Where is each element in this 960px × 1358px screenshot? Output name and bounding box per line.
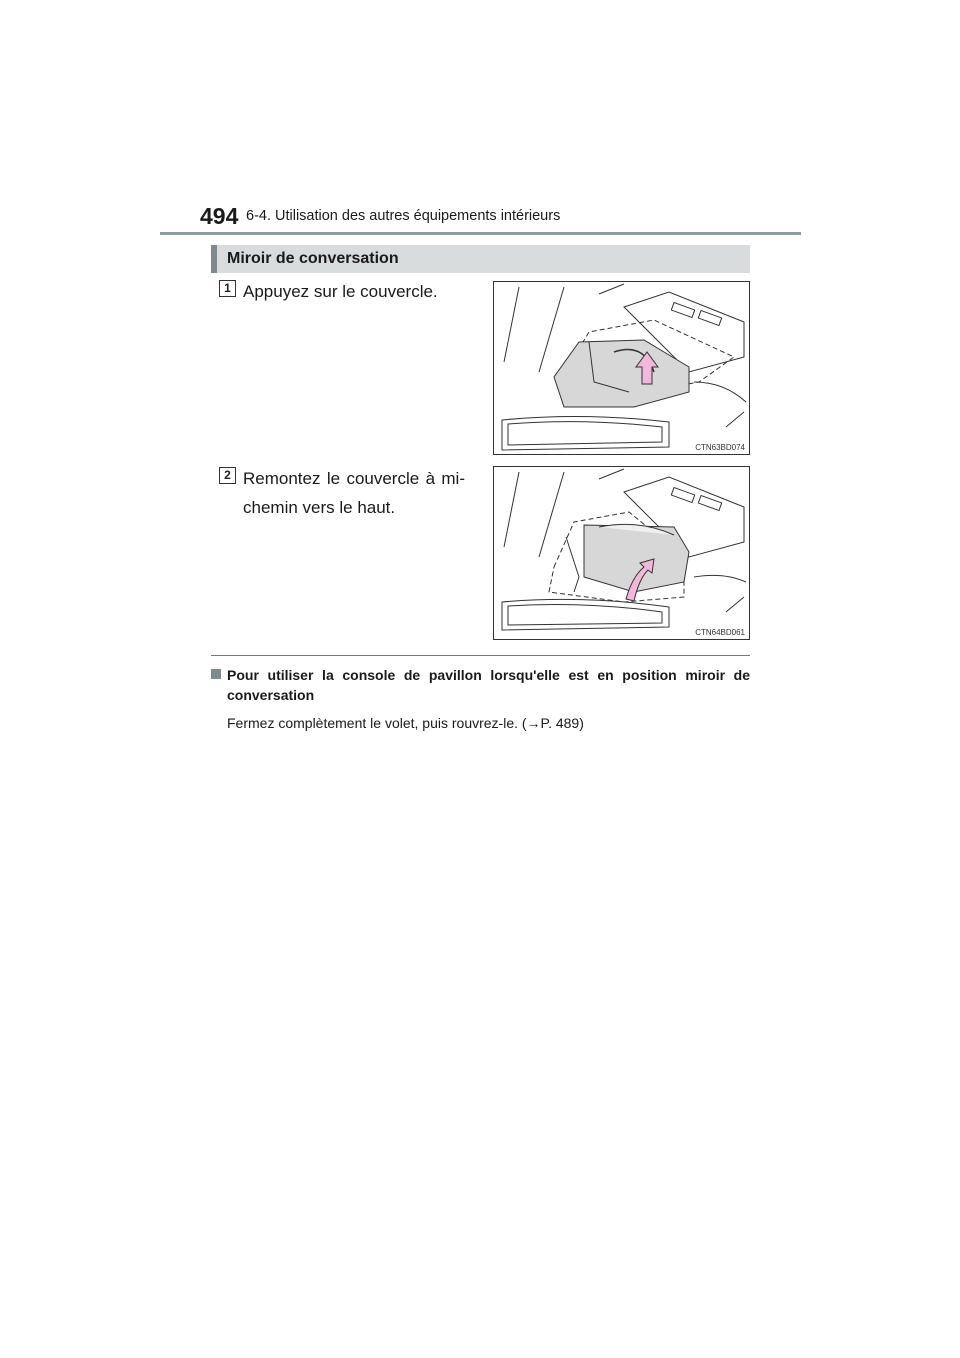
figure-code: CTN64BD061 — [695, 628, 745, 637]
note-divider — [211, 655, 750, 656]
overhead-console-raise-illustration — [494, 467, 749, 639]
step-instruction: Remontez le couvercle à mi-chemin vers le haut. — [243, 469, 465, 517]
step-instruction: Appuyez sur le couvercle. — [243, 282, 438, 301]
section-bar-accent — [211, 245, 217, 273]
chapter-title: 6-4. Utilisation des autres équipements intérieurs — [246, 208, 561, 224]
header-rule — [160, 232, 801, 235]
figure-code: CTN63BD074 — [695, 443, 745, 452]
step-number-badge: 2 — [219, 467, 236, 484]
note-title: Pour utiliser la console de pavillon lorsqu'elle est en position miroir de conversation — [227, 667, 750, 703]
page-number: 494 — [200, 203, 239, 229]
note-bullet-icon — [211, 669, 221, 679]
step-number-badge: 1 — [219, 280, 236, 297]
note-body: Fermez complètement le volet, puis rouvrez-le. (→P. 489) — [227, 715, 584, 731]
step-illustration — [493, 466, 750, 640]
step-illustration — [493, 281, 750, 455]
section-title: Miroir de conversation — [227, 250, 399, 267]
overhead-console-press-illustration — [494, 282, 749, 454]
